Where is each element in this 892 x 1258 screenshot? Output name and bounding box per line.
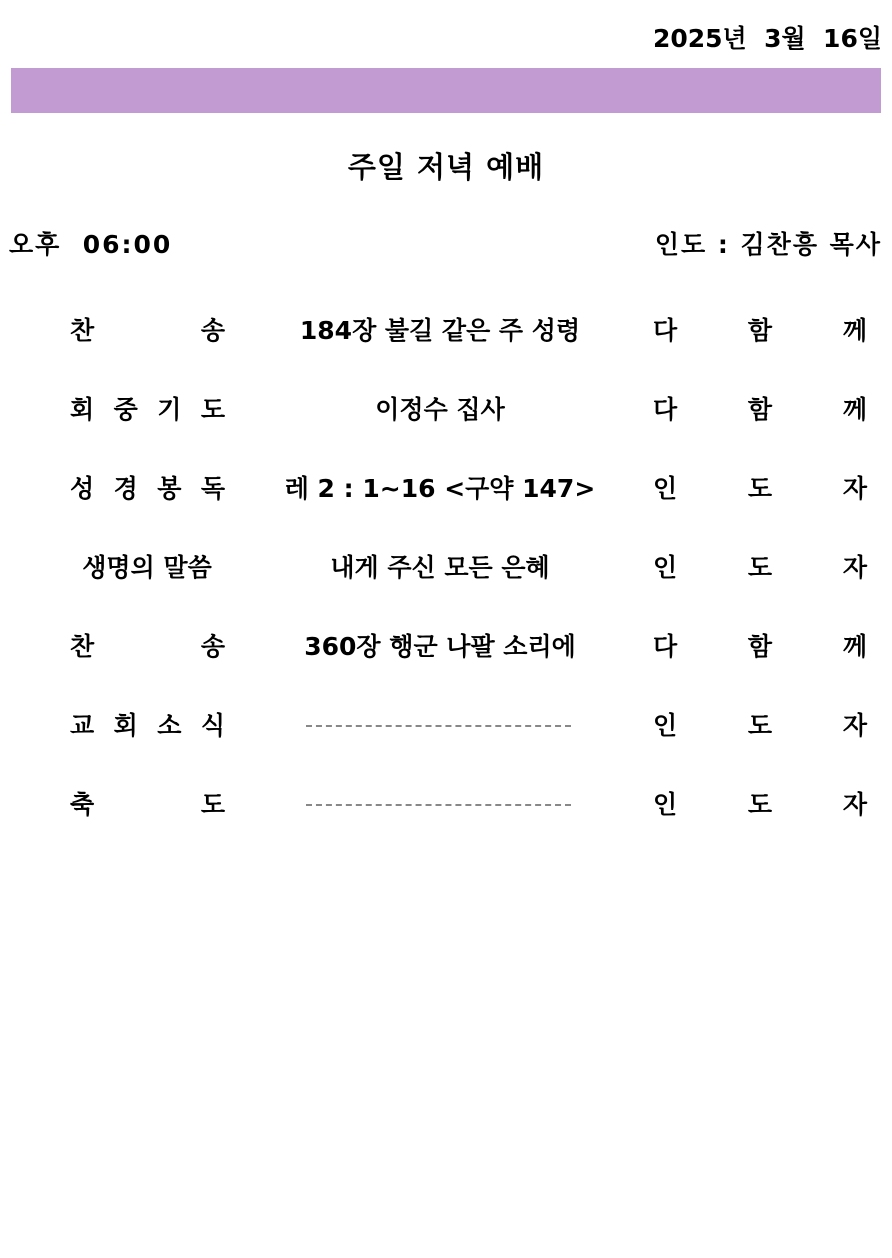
service-leader: 인도 : 김찬흥 목사 <box>654 230 882 259</box>
empty-content-dashes <box>306 804 571 806</box>
order-item-participant-char: 께 <box>842 395 867 424</box>
order-item-participant-char: 함 <box>747 316 773 345</box>
order-row <box>0 625 892 669</box>
order-row <box>0 546 892 590</box>
service-date: 2025년 3월 16일 <box>652 24 882 53</box>
order-item-name <box>70 309 225 353</box>
order-item-name-char: 축 <box>70 790 95 819</box>
order-item-name-char: 찬 <box>70 632 95 661</box>
order-item-participant-char: 인 <box>653 790 678 819</box>
order-item-participant <box>653 467 867 511</box>
order-item-participant-char: 함 <box>747 632 773 661</box>
empty-content-dashes <box>306 725 571 727</box>
order-item-participant-char: 도 <box>747 711 773 740</box>
order-item-participant-char: 께 <box>842 632 867 661</box>
order-item-name-char: 찬 <box>70 316 95 345</box>
order-item-name-char: 중 <box>113 395 138 424</box>
order-item-name-char: 봉 <box>157 474 182 503</box>
order-item-name-char: 송 <box>200 632 225 661</box>
order-item-participant-char: 자 <box>842 474 867 503</box>
order-item-participant-char: 도 <box>747 553 773 582</box>
order-row <box>0 388 892 432</box>
order-item-participant <box>653 546 867 590</box>
order-item-participant <box>653 625 867 669</box>
order-item-participant-char: 자 <box>842 553 867 582</box>
order-item-participant <box>653 309 867 353</box>
order-item-name <box>70 388 225 432</box>
order-item-content: 레 2 : 1~16 <구약 147> <box>284 474 596 503</box>
order-item-participant-char: 도 <box>747 474 773 503</box>
order-item-participant-char: 다 <box>653 632 678 661</box>
order-item-content: 이정수 집사 <box>375 395 505 424</box>
order-item-name-char: 회 <box>70 395 95 424</box>
order-item-participant <box>653 388 867 432</box>
order-row <box>0 467 892 511</box>
order-item-name-char: 식 <box>200 711 225 740</box>
order-item-name: 생명의 말씀 <box>82 553 212 582</box>
order-item-participant-char: 함 <box>747 395 773 424</box>
order-item-participant <box>653 783 867 827</box>
order-row <box>0 783 892 827</box>
order-item-name-char: 독 <box>200 474 225 503</box>
order-item-name-char: 송 <box>200 316 225 345</box>
order-item-participant-char: 도 <box>747 790 773 819</box>
order-item-name-char: 성 <box>70 474 95 503</box>
order-row <box>0 309 892 353</box>
order-item-participant-char: 인 <box>653 711 678 740</box>
order-row <box>0 704 892 748</box>
order-item-content: 내게 주신 모든 은혜 <box>330 553 550 582</box>
order-item-name <box>70 783 225 827</box>
order-item-participant-char: 께 <box>842 316 867 345</box>
order-item-content: 184장 불길 같은 주 성령 <box>299 316 581 345</box>
service-time: 오후 06:00 <box>9 230 173 259</box>
order-item-name <box>70 467 225 511</box>
header-color-band <box>11 68 881 113</box>
order-item-participant-char: 다 <box>653 316 678 345</box>
order-item-content: 360장 행군 나팔 소리에 <box>304 632 576 661</box>
order-item-participant-char: 다 <box>653 395 678 424</box>
order-item-participant-char: 인 <box>653 474 678 503</box>
order-item-name-char: 교 <box>70 711 95 740</box>
order-item-participant <box>653 704 867 748</box>
order-item-name-char: 경 <box>113 474 138 503</box>
order-item-name <box>70 704 225 748</box>
order-item-participant-char: 인 <box>653 553 678 582</box>
page-title: 주일 저녁 예배 <box>347 150 545 184</box>
order-item-participant-char: 자 <box>842 790 867 819</box>
order-item-name-char: 도 <box>200 395 225 424</box>
order-item-participant-char: 자 <box>842 711 867 740</box>
order-item-name <box>70 625 225 669</box>
order-item-name-char: 회 <box>113 711 138 740</box>
order-item-name-char: 기 <box>157 395 182 424</box>
order-item-name-char: 도 <box>200 790 225 819</box>
order-item-name-char: 소 <box>157 711 182 740</box>
